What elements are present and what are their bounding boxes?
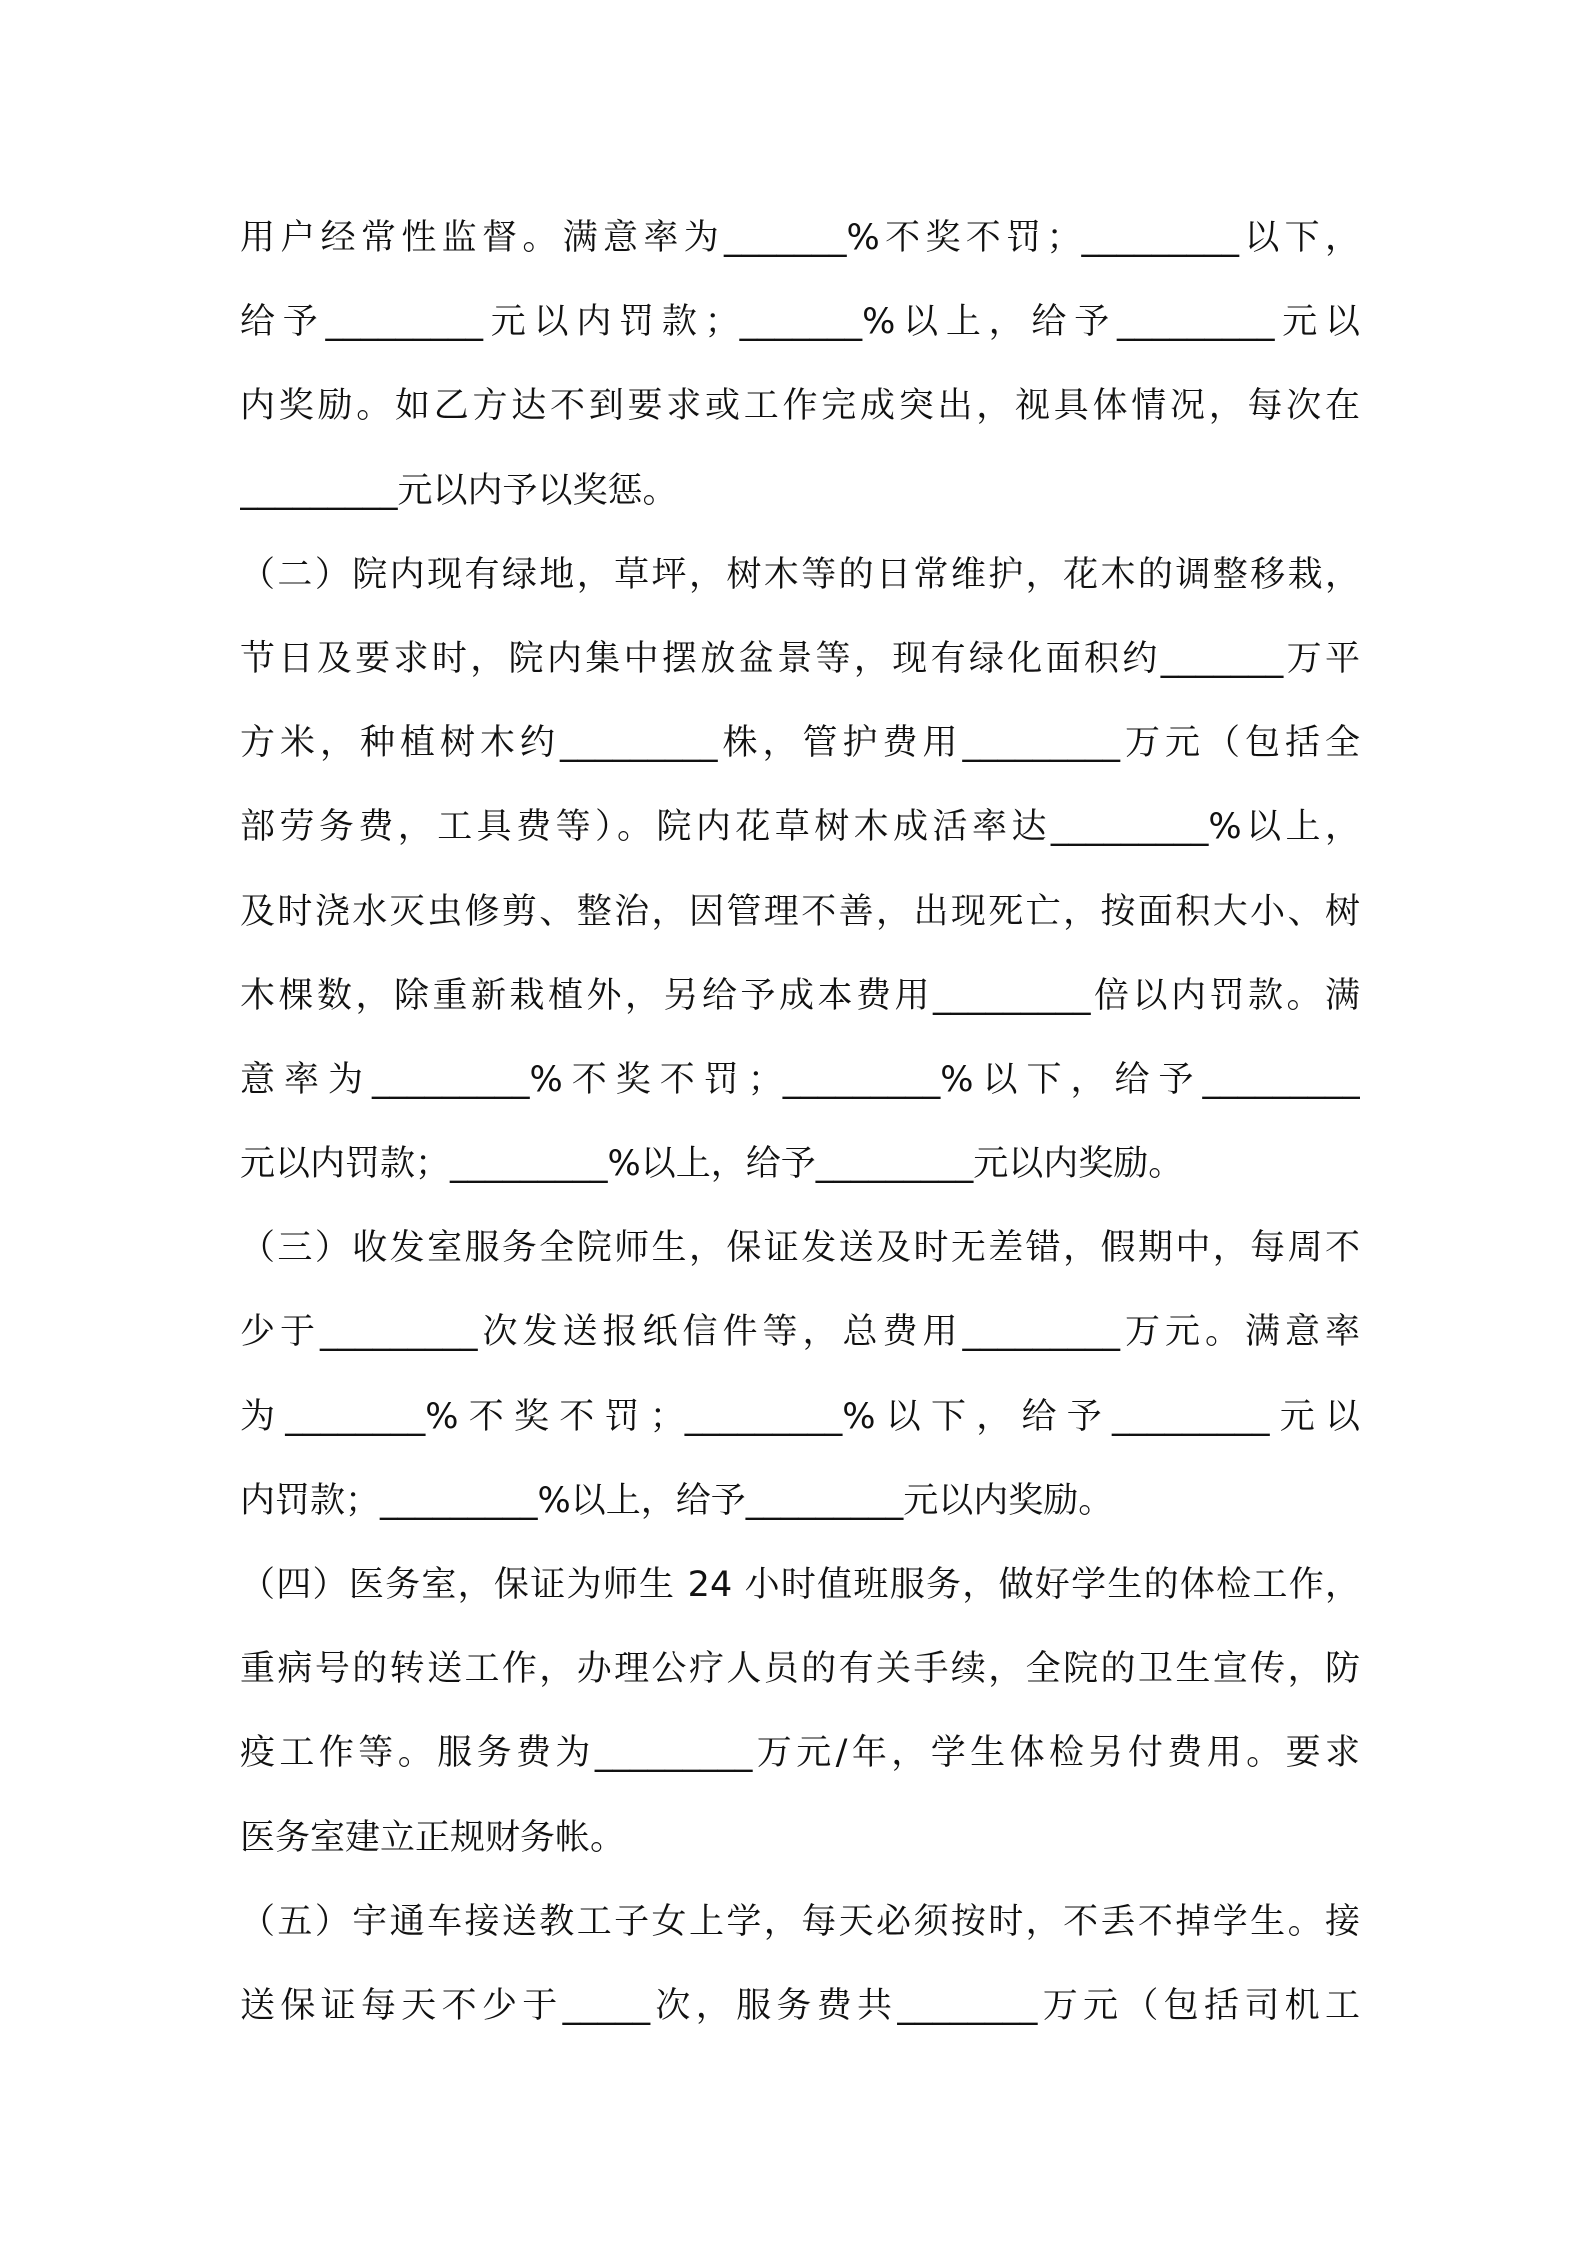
text-line: 木棵数，除重新栽植外，另给予成本费用_________倍以内罚款。满 (240, 975, 1360, 1016)
text-line: （三）收发室服务全院师生，保证发送及时无差错，假期中，每周不 (240, 1228, 1360, 1269)
text-line: （二）院内现有绿地，草坪，树木等的日常维护，花木的调整移栽， (240, 554, 1360, 595)
paragraph-section-5-shuttle (240, 1880, 1360, 2048)
text-line: 用户经常性监督。满意率为_______%不奖不罚；_________以下， (240, 218, 1360, 258)
text-line: _________元以内予以奖惩。 (240, 470, 678, 511)
text-line: 重病号的转送工作，办理公疗人员的有关手续，全院的卫生宣传，防 (240, 1649, 1360, 1690)
text-line: 方米，种植树木约_________株，管护费用_________万元（包括全 (240, 723, 1360, 764)
text-line: 疫工作等。服务费为_________万元/年，学生体检另付费用。要求 (240, 1733, 1360, 1774)
text-line: 为________%不奖不罚；_________%以下，给予_________元以 (240, 1396, 1360, 1437)
paragraph-penalty-terms (240, 196, 1360, 533)
text-line: 给予_________元以内罚款；_______%以上，给予_________元以 (240, 302, 1360, 343)
paragraph-section-4-clinic (240, 1543, 1360, 1880)
text-line: （五）宇通车接送教工子女上学，每天必须按时，不丢不掉学生。接 (240, 1901, 1360, 1942)
text-line: 意率为_________%不奖不罚；_________%以下，给予_________ (240, 1059, 1360, 1100)
text-line: 内罚款；_________%以上，给予_________元以内奖励。 (240, 1480, 1114, 1521)
paragraph-section-3-mailroom (240, 1206, 1360, 1543)
document-body (240, 196, 1360, 2048)
text-line: 少于_________次发送报纸信件等，总费用_________万元。满意率 (240, 1312, 1360, 1353)
text-line: （四）医务室，保证为师生 24 小时值班服务，做好学生的体检工作， (240, 1565, 1360, 1605)
text-line: 送保证每天不少于_____次，服务费共________万元（包括司机工 (240, 1985, 1360, 2026)
paragraph-section-2-greening (240, 533, 1360, 1207)
text-line: 及时浇水灭虫修剪、整治，因管理不善，出现死亡，按面积大小、树 (240, 891, 1360, 932)
text-line: 医务室建立正规财务帐。 (240, 1817, 626, 1858)
text-line: 节日及要求时，院内集中摆放盆景等，现有绿化面积约_______万平 (240, 638, 1360, 679)
text-line: 元以内罚款；_________%以上，给予_________元以内奖励。 (240, 1144, 1184, 1185)
text-line: 内奖励。如乙方达不到要求或工作完成突出，视具体情况，每次在 (240, 386, 1360, 427)
text-line: 部劳务费，工具费等）。院内花草树木成活率达_________%以上， (240, 807, 1360, 848)
